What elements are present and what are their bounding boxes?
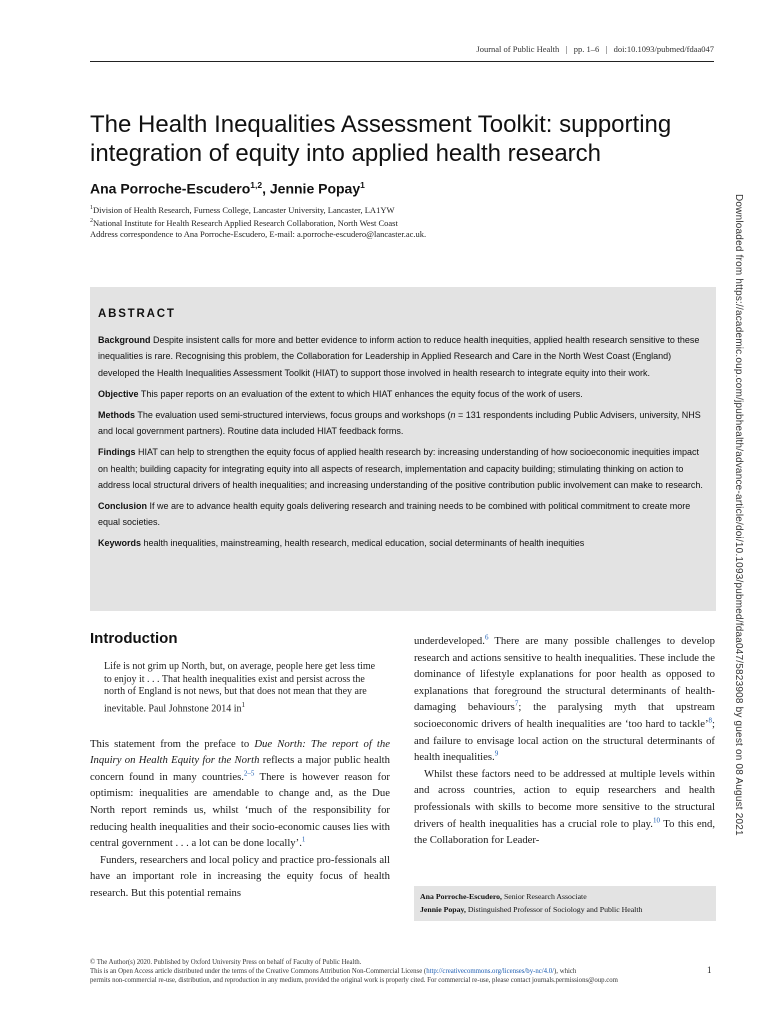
page-range: pp. 1–6 [573, 44, 600, 54]
copyright-footer [90, 958, 716, 985]
license-line: This is an Open Access article distributed under the terms of the Creative Commons Attribution Non-Commercial License (http://creativecommons.org/licenses/by-nc/4.0/), which [90, 968, 577, 975]
epigraph-quote: Life is not grim up North, but, on average, people here get less time to enjoy it . . . That health inequalities exist and persist across the north of England is not news, but that does not mean that they are inevitable. Paul Johnstone 2014 $in^1$ [104, 661, 376, 715]
citation-ref[interactable]: 7 [514, 699, 519, 708]
abstract-background: Background Despite insistent calls for more and better evidence to inform action to reduce health inequities, applied health research sensitive to these inequalities is rare. Recognising this problem, the Collaboration for Leadership in Applied Research and Care in the North West Coast (England) developed the Health Inequalities Assessment Toolkit (HIAT) to support those involved in health research to integrate equity into their work. [98, 335, 700, 378]
abstract-findings: Findings HIAT can help to strengthen the equity focus of applied health research by: increasing understanding of how socioeconomic inequities impact on health; building capacity for integrating equity into all aspects of research, implementation and capacity building; stimulating thinking on action to address local structural drivers of health inequalities; and increasing understanding of the positive contribution public involvement can make to research. [98, 447, 703, 490]
author-name[interactable]: Jennie Popay [269, 180, 361, 197]
download-watermark: Downloaded from https://academic.oup.com/jpubhealth/advance-article/doi/10.1093/pubmed/fdaa047/5823908 by guest on 08 August 2021 [733, 194, 744, 836]
citation-ref[interactable]: 1 [241, 700, 245, 709]
abstract-conclusion: Conclusion If we are to advance health equity goals delivering research and training needs to be combined with political commitment to create more equal societies. [98, 501, 691, 528]
running-header: Journal of Public Health | pp. 1–6 | doi:10.1093/pubmed/fdaa047 [476, 44, 714, 54]
author-name[interactable]: Ana Porroche-Escudero [90, 180, 251, 197]
doi[interactable]: doi:10.1093/pubmed/fdaa047 [613, 44, 714, 54]
abstract-keywords: Keywords health inequalities, mainstreaming, health research, medical education, social determinants of health inequities [98, 538, 585, 549]
header-divider [90, 61, 714, 62]
abstract-heading: ABSTRACT [98, 308, 176, 320]
paragraph: Whilst these factors need to be addressed at multiple levels within and across countries, action to equip researchers and health professionals with skills to become more sensitive to the structural drivers of health inequalities has a crucial role to play.$^{10}$ To this end, the Collaboration for Leader- [414, 767, 715, 847]
author-affiliation-marker: 1,2 [250, 180, 263, 190]
citation-ref[interactable]: 1 [301, 835, 306, 844]
paragraph: Funders, researchers and local policy and practice pro-fessionals all have an important role in increasing the equity focus of health research. But this potential remains [90, 853, 390, 900]
paragraph: This statement from the preface to Due North: The report of the Inquiry on Health Equity for the North reflects a major public health concern found in many countries.$^{2-5}$ There is however reason for optimism: inequalities are amendable to change and, as the Due North report reminds us, whilst ‘much of the responsibility for reducing health inequalities and their socio-economic causes lies with central government . . . a lot can be done locally’.$^1$ [90, 737, 390, 850]
permissions-line: permits non-commercial re-use, distribution, and reproduction in any medium, provided the original work is properly cited. For commercial re-use, please contact journals.permissions@oup.com [90, 977, 618, 984]
abstract-objective: Objective This paper reports on an evaluation of the extent to which HIAT enhances the equity focus of the work of users. [98, 388, 583, 399]
correspondence-line: Address correspondence to Ana Porroche-Escudero, E-mail: a.porroche-escudero@lancaster.ac.uk. [90, 228, 427, 239]
author-list: Ana Porroche-Escudero$^{1,2}$, Jennie Popay$^1$ [90, 180, 365, 197]
citation-ref[interactable]: 6 [484, 633, 489, 642]
body-text [414, 633, 715, 849]
paragraph: underdeveloped.$^6$ There are many possible challenges to develop research and actions sensitive to health inequalities. These include the dominance of lifestyle explanations for poor health as opposed to explanations that foreground the structural determinants of health-damaging behaviours$^7$; the paralysing myth that upstream socioeconomic drivers of health inequalities are ‘too hard to tackle’$^8$; and failure to envisage local action on the structural determinants of health inequalities.$^9$ [414, 633, 715, 764]
citation-ref[interactable]: 8 [708, 716, 713, 725]
affiliation-line: $^1$Division of Health Research, Furness College, Lancaster University, Lancaster, LA1YW [90, 204, 395, 215]
citation-ref[interactable]: 9 [494, 749, 499, 758]
affiliation-line: $^2$National Institute for Health Research Applied Research Collaboration, North West Coast [90, 217, 398, 228]
right-column [414, 633, 715, 849]
journal-name: Journal of Public Health [476, 44, 560, 54]
citation-ref[interactable]: 10 [652, 815, 660, 824]
abstract-methods: Methods The evaluation used semi-structured interviews, focus groups and workshops (n = 131 respondents including Public Advisers, university, NHS and local government partners). Routine data included HIAT feedback forms. [98, 410, 701, 437]
author-bio-box [414, 886, 716, 921]
section-heading-introduction: Introduction [90, 630, 178, 647]
report-title: Due North: The report of the Inquiry on Health Equity for the North [90, 737, 390, 767]
article-title: The Health Inequalities Assessment Toolkit: supporting integration of equity into applied health research [90, 111, 672, 167]
author-bio: Jennie Popay, Distinguished Professor of Sociology and Public Health [420, 905, 643, 914]
citation-ref[interactable]: 2–5 [243, 769, 255, 778]
license-link[interactable]: http://creativecommons.org/licenses/by-nc/4.0/ [426, 968, 555, 975]
abstract-box [90, 287, 716, 611]
author-bio: Ana Porroche-Escudero, Senior Research Associate [420, 892, 587, 901]
left-column [90, 630, 390, 902]
body-text [90, 736, 390, 902]
copyright-line: © The Author(s) 2020. Published by Oxford University Press on behalf of Faculty of Public Health. [90, 959, 362, 966]
page-number: 1 [707, 965, 712, 975]
author-affiliation-marker: 1 [360, 180, 365, 190]
affiliations [90, 203, 426, 240]
